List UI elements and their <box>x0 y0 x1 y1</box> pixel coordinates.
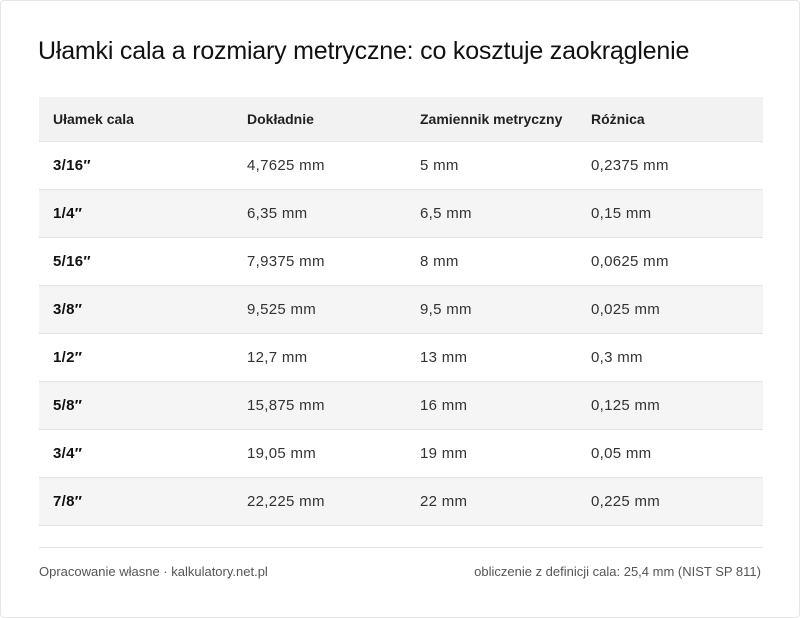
table-row <box>39 190 763 238</box>
table-row <box>39 478 763 526</box>
cell-exact: 9,525 mm <box>247 286 420 334</box>
footer-note: obliczenie z definicji cala: 25,4 mm (NIST SP 811) <box>474 564 761 579</box>
footer-source: Opracowanie własne · kalkulatory.net.pl <box>39 564 268 579</box>
cell-fraction: 3/16″ <box>39 142 247 190</box>
cell-difference: 0,2375 mm <box>591 142 763 190</box>
cell-fraction: 7/8″ <box>39 478 247 526</box>
column-header-metric: Zamiennik metryczny <box>420 97 591 142</box>
cell-difference: 0,025 mm <box>591 286 763 334</box>
cell-metric: 8 mm <box>420 238 591 286</box>
cell-exact: 12,7 mm <box>247 334 420 382</box>
cell-exact: 15,875 mm <box>247 382 420 430</box>
column-header-fraction: Ułamek cala <box>39 97 247 142</box>
page-title: Ułamki cala a rozmiary metryczne: co kosztuje zaokrąglenie <box>38 37 690 65</box>
cell-metric: 9,5 mm <box>420 286 591 334</box>
table-row <box>39 286 763 334</box>
cell-metric: 19 mm <box>420 430 591 478</box>
cell-metric: 6,5 mm <box>420 190 591 238</box>
footer-divider <box>39 547 763 548</box>
cell-metric: 13 mm <box>420 334 591 382</box>
column-header-exact: Dokładnie <box>247 97 420 142</box>
cell-exact: 6,35 mm <box>247 190 420 238</box>
cell-difference: 0,125 mm <box>591 382 763 430</box>
table-row <box>39 238 763 286</box>
cell-fraction: 1/4″ <box>39 190 247 238</box>
table-row <box>39 430 763 478</box>
cell-fraction: 5/16″ <box>39 238 247 286</box>
cell-fraction: 3/8″ <box>39 286 247 334</box>
cell-metric: 16 mm <box>420 382 591 430</box>
cell-metric: 5 mm <box>420 142 591 190</box>
table-row <box>39 382 763 430</box>
cell-difference: 0,0625 mm <box>591 238 763 286</box>
cell-exact: 22,225 mm <box>247 478 420 526</box>
cell-difference: 0,05 mm <box>591 430 763 478</box>
table-row <box>39 334 763 382</box>
column-header-difference: Różnica <box>591 97 763 142</box>
cell-exact: 4,7625 mm <box>247 142 420 190</box>
cell-exact: 19,05 mm <box>247 430 420 478</box>
cell-exact: 7,9375 mm <box>247 238 420 286</box>
table-header-row <box>39 97 763 142</box>
conversion-table <box>39 97 763 526</box>
cell-difference: 0,225 mm <box>591 478 763 526</box>
cell-fraction: 1/2″ <box>39 334 247 382</box>
cell-metric: 22 mm <box>420 478 591 526</box>
cell-fraction: 5/8″ <box>39 382 247 430</box>
table-row <box>39 142 763 190</box>
cell-fraction: 3/4″ <box>39 430 247 478</box>
cell-difference: 0,3 mm <box>591 334 763 382</box>
cell-difference: 0,15 mm <box>591 190 763 238</box>
